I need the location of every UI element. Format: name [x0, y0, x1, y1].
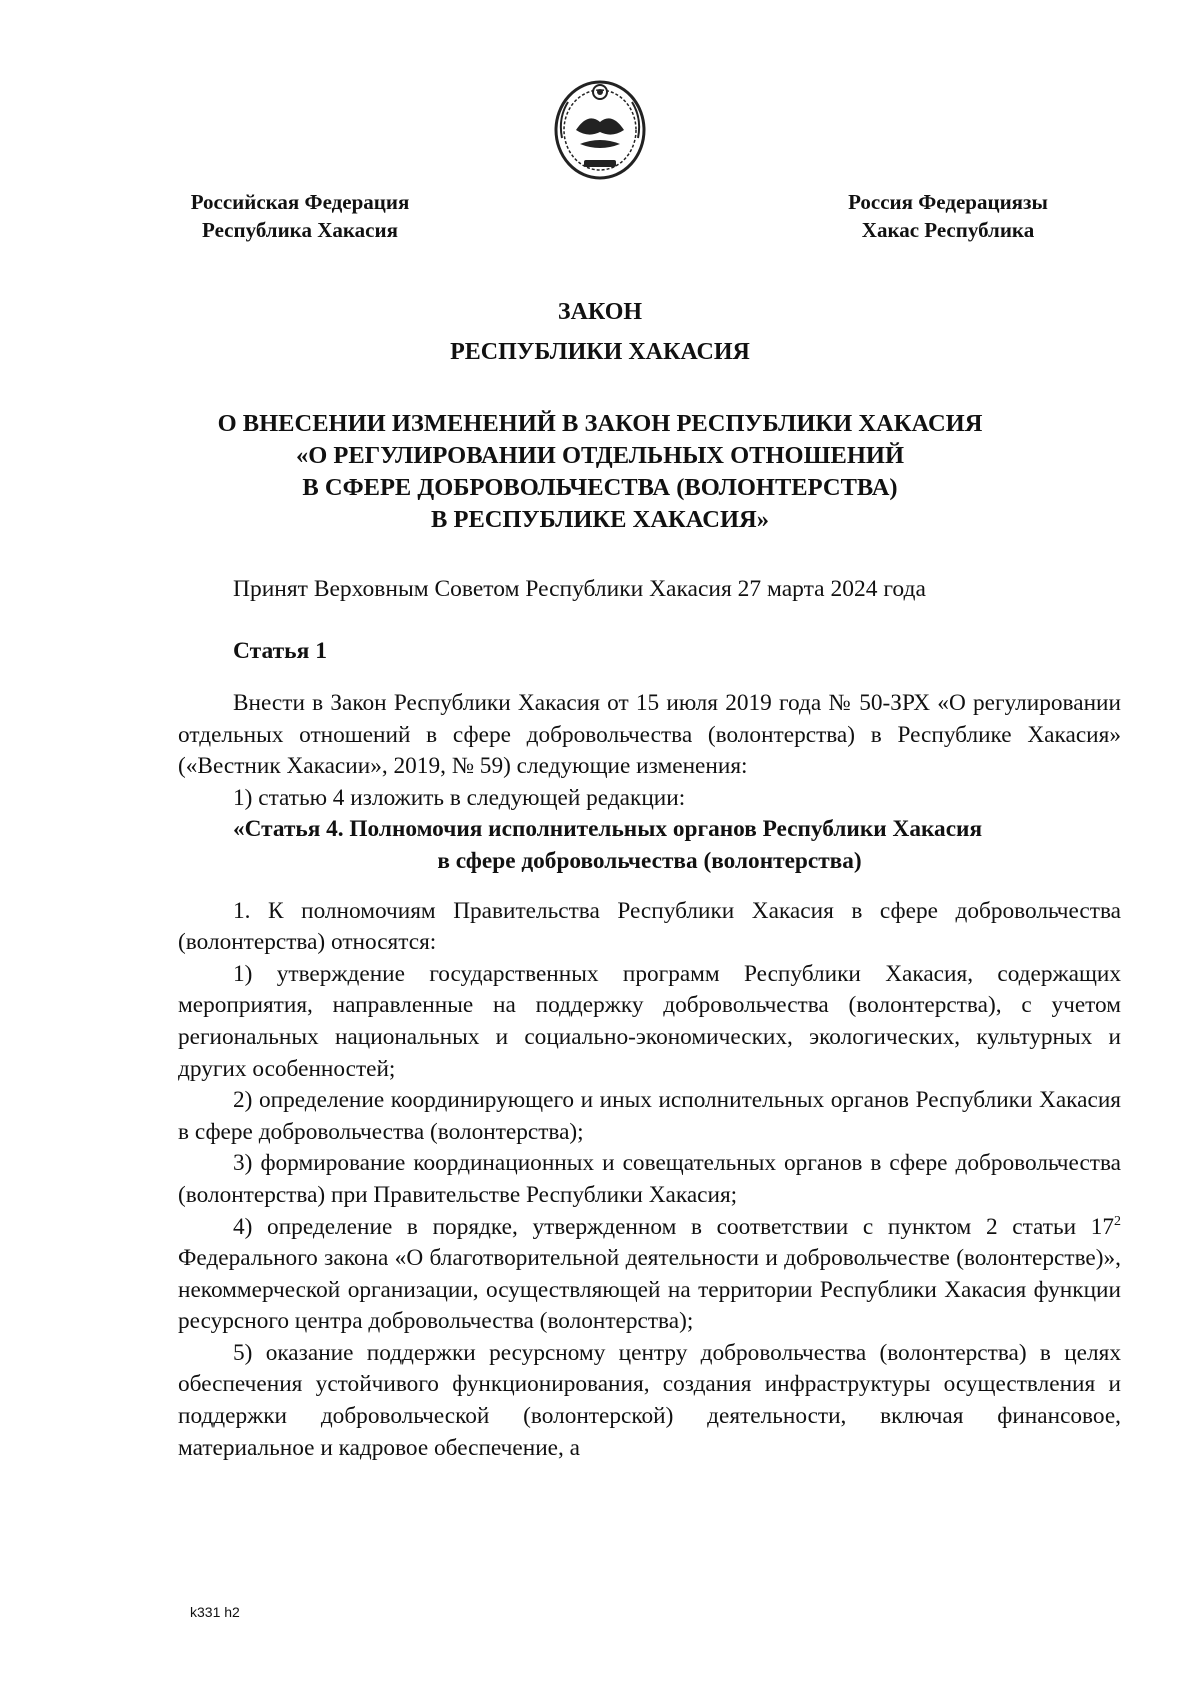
law-subject	[180, 408, 1020, 536]
footer-code: k331 h2	[190, 1604, 240, 1620]
subitem-3: 3) формирование координационных и совещательных органов в сфере добровольчества (волонтерства) при Правительстве Республики Хакасия;	[178, 1150, 1121, 1208]
article-1-heading: Статья 1	[233, 638, 327, 664]
subitem-5: 5) оказание поддержки ресурсному центру добровольчества (волонтерства) в целях обеспечения устойчивого функционирования, создания инфраструктуры осуществления и поддержки добровольческой (волонтерской) деятельности, включая финансовое, материальное и кадровое обеспечение, а	[178, 1339, 1121, 1461]
law-subject-line2: «О РЕГУЛИРОВАНИИ ОТДЕЛЬНЫХ ОТНОШЕНИЙ	[295, 442, 905, 469]
article-1-body	[178, 688, 1121, 1464]
article-4-heading-line1: «Статья 4. Полномочия исполнительных органов Республики Хакасия	[233, 816, 983, 843]
law-subject-line3: В СФЕРЕ ДОБРОВОЛЬЧЕСТВА (ВОЛОНТЕРСТВА)	[302, 474, 898, 501]
paragraph-1: 1. К полномочиям Правительства Республики Хакасия в сфере добровольчества (волонтерства) относятся:	[178, 897, 1121, 956]
coat-of-arms-emblem	[550, 78, 650, 182]
article-4-heading-line2: в сфере добровольчества (волонтерства)	[437, 847, 862, 874]
subitem-4	[178, 1212, 1121, 1338]
item-1: 1) статью 4 изложить в следующей редакции:	[233, 784, 686, 811]
law-title	[150, 292, 1050, 372]
subitem-4-superscript: 2	[1114, 1213, 1121, 1229]
header-right-republic: Хакас Республика	[861, 218, 1035, 242]
intro-paragraph: Внести в Закон Республики Хакасия от 15 июля 2019 года № 50-ЗРХ «О регулировании отдельных отношений в сфере добровольчества (волонтерства) в Республике Хакасия» («Вестник Хакасии», 2019, № 59) следующие изменения:	[178, 690, 1121, 780]
subitem-2: 2) определение координирующего и иных исполнительных органов Республики Хакасия в сфере добровольчества (волонтерства);	[178, 1087, 1121, 1145]
header-left-republic: Республика Хакасия	[202, 218, 398, 242]
subitem-4-part-b: Федерального закона «О благотворительной деятельности и добровольчестве (волонтерстве)», некоммерческой организации, осуществляющей на территории Республики Хакасия функции ресурсного центра добровольчества (волонтерства);	[178, 1245, 1121, 1335]
subitem-4-part-a: 4) определение в порядке, утвержденном в соответствии с пунктом 2 статьи 17	[233, 1213, 1114, 1240]
law-title-line2: РЕСПУБЛИКИ ХАКАСИЯ	[450, 339, 750, 365]
header-right-country: Россия Федерациязы	[848, 190, 1048, 214]
law-subject-line1: О ВНЕСЕНИИ ИЗМЕНЕНИЙ В ЗАКОН РЕСПУБЛИКИ ХАКАСИЯ	[217, 410, 983, 437]
spacer	[178, 878, 1121, 896]
subitem-1: 1) утверждение государственных программ Республики Хакасия, содержащих мероприятия, направленные на поддержку добровольчества (волонтерства), с учетом региональных национальных и социально-экономических, экологических, культурных и других особенностей;	[178, 960, 1121, 1082]
header-left	[150, 188, 450, 244]
adoption-note: Принят Верховным Советом Республики Хакасия 27 марта 2024 года	[233, 576, 926, 602]
law-subject-line4: В РЕСПУБЛИКЕ ХАКАСИЯ»	[431, 506, 769, 533]
header-left-country: Российская Федерация	[190, 190, 410, 214]
article-4-heading	[178, 814, 1121, 877]
header-right	[808, 188, 1088, 244]
law-title-line1: ЗАКОН	[557, 299, 643, 325]
